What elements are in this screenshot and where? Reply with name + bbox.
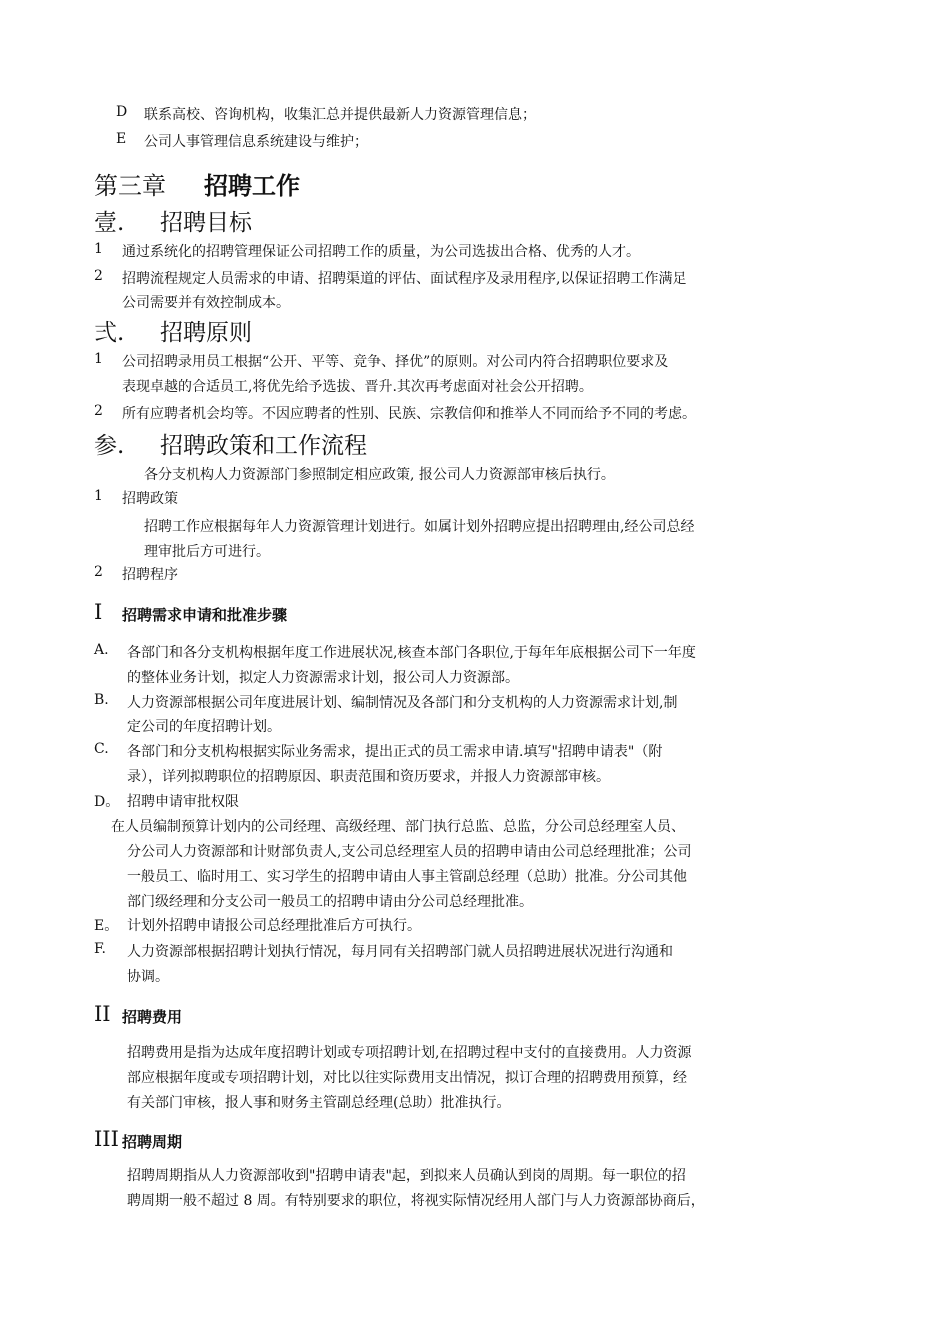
paragraph-line: 公司招聘录用员工根据“公开、平等、竞争、择优”的原则。对公司内符合招聘职位要求及 bbox=[122, 354, 669, 370]
paragraph-line: 理审批后方可进行。 bbox=[144, 544, 270, 560]
paragraph-line: 所有应聘者机会均等。不因应聘者的性别、民族、宗教信仰和推举人不同而给予不同的考虑。 bbox=[122, 406, 696, 422]
list-marker: 2 bbox=[94, 564, 103, 580]
part-title: 招聘费用 bbox=[122, 1008, 183, 1026]
paragraph-line: 表现卓越的合适员工,将优先给予选拔、晋升.其次再考虑面对社会公开招聘。 bbox=[122, 379, 593, 395]
section-title: 招聘政策和工作流程 bbox=[160, 433, 367, 459]
list-marker: B. bbox=[94, 692, 109, 708]
list-marker: 1 bbox=[94, 351, 103, 367]
list-marker: D。 bbox=[94, 794, 120, 810]
paragraph-line: 招聘流程规定人员需求的申请、招聘渠道的评估、面试程序及录用程序,以保证招聘工作满足 bbox=[122, 271, 687, 287]
paragraph-line: 人力资源部根据招聘计划执行情况，每月同有关招聘部门就人员招聘进展状况进行沟通和 bbox=[127, 944, 673, 960]
paragraph-line: 各部门和分支机构根据实际业务需求，提出正式的员工需求申请.填写"招聘申请表"（附 bbox=[127, 744, 663, 760]
part-title: 招聘需求申请和批准步骤 bbox=[122, 606, 288, 624]
list-marker: 2 bbox=[94, 268, 103, 284]
paragraph-line: 分公司人力资源部和计财部负责人,支公司总经理室人员的招聘申请由公司总经理批准；公司 bbox=[127, 844, 692, 860]
list-marker: F. bbox=[94, 941, 106, 957]
list-marker: E。 bbox=[94, 918, 119, 934]
paragraph-line: 招聘周期指从人力资源部收到"招聘申请表"起，到拟来人员确认到岗的周期。每一职位的招 bbox=[127, 1168, 686, 1184]
chapter-title: 招聘工作 bbox=[204, 172, 300, 200]
paragraph-line: 在人员编制预算计划内的公司经理、高级经理、部门执行总监、总监，分公司总经理室人员、 bbox=[111, 819, 685, 835]
list-marker: C. bbox=[94, 741, 109, 757]
paragraph-line: 招聘工作应根据每年人力资源管理计划进行。如属计划外招聘应提出招聘理由,经公司总经 bbox=[144, 519, 695, 535]
paragraph-line: 有关部门审核，报人事和财务主管副总经理(总助）批准执行。 bbox=[127, 1095, 511, 1111]
list-item-text: 联系高校、咨询机构，收集汇总并提供最新人力资源管理信息； bbox=[144, 107, 536, 123]
paragraph-line: 招聘费用是指为达成年度招聘计划或专项招聘计划,在招聘过程中支付的直接费用。人力资源 bbox=[127, 1045, 692, 1061]
paragraph-line: 计划外招聘申请报公司总经理批准后方可执行。 bbox=[127, 918, 421, 934]
list-marker: A. bbox=[94, 642, 109, 658]
list-marker: 1 bbox=[94, 488, 103, 504]
list-marker: E bbox=[116, 131, 127, 147]
section-number: 壹. bbox=[94, 210, 125, 236]
paragraph-line: 聘周期一般不超过 8 周。有特别要求的职位，将视实际情况经用人部门与人力资源部协商后， bbox=[127, 1193, 705, 1209]
list-marker: 2 bbox=[94, 403, 103, 419]
section-number: 参. bbox=[94, 433, 125, 459]
list-item-text: 公司人事管理信息系统建设与维护； bbox=[144, 134, 368, 150]
chapter-number: 第三章 bbox=[94, 172, 166, 200]
sub-heading: 招聘程序 bbox=[122, 567, 178, 583]
paragraph-line: 通过系统化的招聘管理保证公司招聘工作的质量，为公司选拔出合格、优秀的人才。 bbox=[122, 244, 640, 260]
paragraph-line: 录），详列拟聘职位的招聘原因、职责范围和资历要求，并报人力资源部审核。 bbox=[127, 769, 610, 785]
section-title: 招聘原则 bbox=[160, 320, 252, 346]
part-roman-numeral: II bbox=[94, 1002, 111, 1026]
section-title: 招聘目标 bbox=[160, 210, 252, 236]
paragraph-line: 公司需要并有效控制成本。 bbox=[122, 295, 290, 311]
part-title: 招聘周期 bbox=[122, 1133, 183, 1151]
sub-heading: 招聘申请审批权限 bbox=[127, 794, 239, 810]
paragraph-line: 部应根据年度或专项招聘计划，对比以往实际费用支出情况，拟订合理的招聘费用预算，经 bbox=[127, 1070, 687, 1086]
part-roman-numeral: III bbox=[94, 1127, 119, 1151]
paragraph-line: 部门级经理和分支公司一般员工的招聘申请由分公司总经理批准。 bbox=[127, 894, 533, 910]
list-marker: D bbox=[116, 104, 128, 120]
part-roman-numeral: I bbox=[94, 600, 103, 624]
sub-heading: 招聘政策 bbox=[122, 491, 178, 507]
list-marker: 1 bbox=[94, 241, 103, 257]
intro-paragraph: 各分支机构人力资源部门参照制定相应政策, 报公司人力资源部审核后执行。 bbox=[144, 467, 615, 483]
section-number: 弍. bbox=[94, 320, 125, 346]
paragraph-line: 协调。 bbox=[127, 969, 169, 985]
paragraph-line: 一般员工、临时用工、实习学生的招聘申请由人事主管副总经理（总助）批准。分公司其他 bbox=[127, 869, 687, 885]
paragraph-line: 人力资源部根据公司年度进展计划、编制情况及各部门和分支机构的人力资源需求计划,制 bbox=[127, 695, 678, 711]
paragraph-line: 定公司的年度招聘计划。 bbox=[127, 719, 281, 735]
paragraph-line: 各部门和各分支机构根据年度工作进展状况,核查本部门各职位,于每年年底根据公司下一年度 bbox=[127, 645, 696, 661]
paragraph-line: 的整体业务计划，拟定人力资源需求计划，报公司人力资源部。 bbox=[127, 670, 519, 686]
